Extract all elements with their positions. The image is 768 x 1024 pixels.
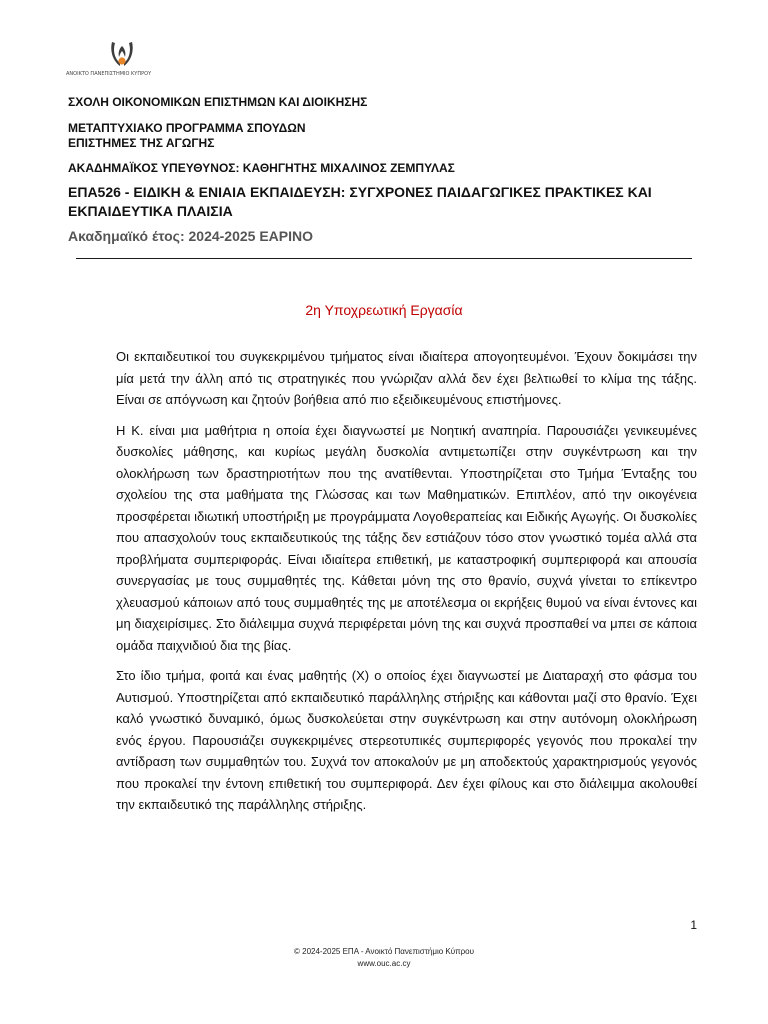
field-name: ΕΠΙΣΤΗΜΕΣ ΤΗΣ ΑΓΩΓΗΣ [68,136,215,150]
course-title: ΕΠΑ526 - ΕΙΔΙΚΗ & ΕΝΙΑΙΑ ΕΚΠΑΙΔΕΥΣΗ: ΣΥΓΧΡΟΝΕΣ ΠΑΙΔΑΓΩΓΙΚΕΣ ΠΡΑΚΤΙΚΕΣ ΚΑΙ ΕΚΠΑΙΔΕΥΤΙΚΑ ΠΛΑΙΣΙΑ [68,184,652,219]
university-emblem-icon [106,40,138,70]
logo-university-name: ΑΝΟΙΚΤΟ ΠΑΝΕΠΙΣΤΗΜΙΟ ΚΥΠΡΟΥ [66,71,152,77]
paragraph: Οι εκπαιδευτικοί του συγκεκριμένου τμήματος είναι ιδιαίτερα απογοητευμένοι. Έχουν δοκιμάσει την μία μετά την άλλη από τις στρατηγικές που γνώριζαν αλλά δεν έχει βελτιωθεί το κλίμα της τάξης. Είναι σε απόγνωση και ζητούν βοήθεια από πιο εξειδικευμένους επιστήμονες. [116,349,697,407]
paragraph: Η Κ. είναι μια μαθήτρια η οποία έχει διαγνωστεί με Νοητική αναπηρία. Παρουσιάζει γενικευμένες δυσκολίες μάθησης, και κυρίως μεγάλη δυσκολία αντιμετωπίζει στην συγκέντρωση και την ολοκλήρωση των δραστηριοτήτων που της ανατίθενται. Υποστηρίζεται στο Τμήμα Ένταξης του σχολείου της στα μαθήματα της Γλώσσας και των Μαθηματικών. Επιπλέον, από την οικογένεια προσφέρεται ιδιωτική υποστήριξη με προγράμματα Λογοθεραπείας και Ειδικής Αγωγής. Οι δυσκολίες που απασχολούν τους εκπαιδευτικούς της τάξης δεν εστιάζουν τόσο στον γνωστικό τομέα αλλά στα προβλήματα συμπεριφοράς. Είναι ιδιαίτερα επιθετική, με καταστροφική συμπεριφορά και απουσία συνεργασίας με τους συμμαθητές της. Κάθεται μόνη της στο θρανίο, συχνά γίνεται το επίκεντρο χλευασμού κάποιων από τους συμμαθητές της με αποτέλεσμα οι εκρήξεις θυμού να είναι έντονες και μη διαχειρίσιμες. Στο διάλειμμα συχνά περιφέρεται μόνη της και συχνά προσπαθεί να μπει σε κάποια ομάδα παιχνιδιού δια της βίας. [116,422,697,653]
program-name: ΜΕΤΑΠΤΥΧΙΑΚΟ ΠΡΟΓΡΑΜΜΑ ΣΠΟΥΔΩΝ [68,121,306,135]
university-logo [66,40,152,84]
page-number: 1 [690,918,697,932]
academic-year: Ακαδημαϊκό έτος: 2024-2025 ΕΑΡΙΝΟ [68,228,314,244]
paragraph: Στο ίδιο τμήμα, φοιτά και ένας μαθητής (Χ) ο οποίος έχει διαγνωστεί με Διαταραχή στο φάσμα του Αυτισμού. Υποστηρίζεται από εκπαιδευτικό παράλληλης στήριξης και κάθονται μαζί στο θρανίο. Έχει καλό γνωστικό δυναμικό, όμως δυσκολεύεται στην συγκέντρωση και στην αυτόνομη ολοκλήρωση ενός έργου. Παρουσιάζει συγκεκριμένες στερεοτυπικές συμπεριφορές γεγονός που προκαλεί την αντίδραση των συμμαθητών του. Συχνά τον αποκαλούν με μη αποδεκτούς χαρακτηρισμούς γεγονός που προκαλεί την έντονη επιθετική του συμπεριφορά. Δεν έχει φίλους και στο διάλειμμα ακολουθεί την εκπαιδευτικό της παράλληλης στήριξης. [116,668,697,812]
academic-director: ΑΚΑΔΗΜΑΪΚΟΣ ΥΠΕΥΘΥΝΟΣ: ΚΑΘΗΓΗΤΗΣ ΜΙΧΑΛΙΝΟΣ ΖΕΜΠΥΛΑΣ [68,161,455,175]
assignment-body [116,346,697,825]
assignment-title: 2η Υποχρεωτική Εργασία [305,302,463,318]
document-header [68,95,700,245]
school-name: ΣΧΟΛΗ ΟΙΚΟΝΟΜΙΚΩΝ ΕΠΙΣΤΗΜΩΝ ΚΑΙ ΔΙΟΙΚΗΣΗΣ [68,95,368,109]
footer-website-link[interactable]: www.ouc.ac.cy [357,959,411,968]
footer-copyright: © 2024-2025 ΕΠΑ - Ανοικτό Πανεπιστήμιο Κύπρου [294,947,474,956]
header-divider [76,258,692,259]
page-footer [0,946,768,970]
